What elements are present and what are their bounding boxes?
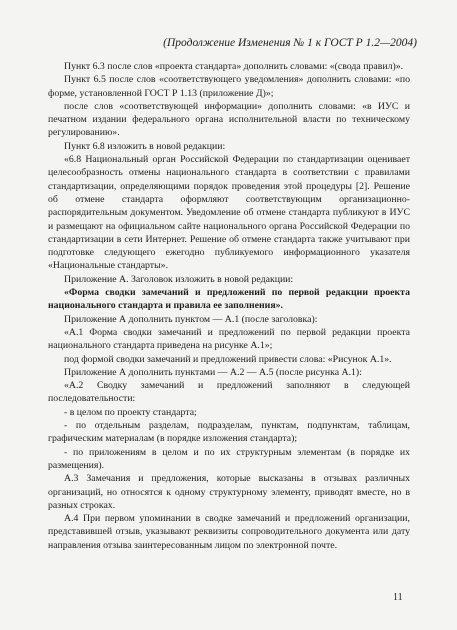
paragraph: Пункт 6.3 после слов «проекта стандарта» дополнить словами: «(свода правил)». [64,61,404,72]
paragraph: «А.2 Сводку замечаний и предложений заполняют в следующей последовательности: [48,380,410,405]
bold-paragraph: «Форма сводки замечаний и предложений по первой редакции проекта национального стандарта и правила ее заполнения». [48,287,410,312]
paragraph: Приложение А дополнить пунктом — А.1 (после заголовка): [64,313,318,325]
paragraph: Приложение А. Заголовок изложить в новой редакции: [64,273,294,285]
page-header: (Продолжение Изменения № 1 к ГОСТ Р 1.2—2004) [163,37,417,49]
paragraph: Приложение А дополнить пунктами — А.2 — А.5 (после рисунка А.1): [64,366,362,378]
list-item: - по приложениям в целом и по их структурным элементам (в порядке их размещения). [48,446,410,471]
paragraph: после слов «соответствующей информации» дополнить словами: «в ИУС и печатном издании федерального органа исполнительной власти по техническому регулированию». [48,100,410,139]
paragraph: «6.8 Национальный орган Российской Федерации по стандартизации оценивает целесообразность отмены национального стандарта в соответствии с правилами стандартизации, определяющими порядок проведения этой процедуры [2]. Решение об отмене стандарта оформляют соответствующим организационно-распорядительным документом. Уведомление об отмене стандарта публикуют в ИУС и размещают на официальном сайте национального органа Российской Федерации по стандартизации в сети Интернет. Решение об отмене стандарта также учитывают при подготовке следующего ежегодно публикуемого информационного указателя «Национальные стандарты». [48,154,410,272]
paragraph: А.3 Замечания и предложения, которые высказаны в отзывах различных организаций, но относятся к одному структурному элементу, приводят вместе, но в разных строках. [48,473,410,511]
paragraph: А.4 При первом упоминании в сводке замечаний и предложений организации, представившей отзыв, указывают реквизиты сопроводительного документа или дату направления отзыва заинтересованным лицом по электронной почте. [48,513,410,551]
list-item: - по отдельным разделам, подразделам, пунктам, подпунктам, таблицам, графическим материалам (в порядке изложения стандарта); [48,420,410,445]
paragraph: «А.1 Форма сводки замечаний и предложений по первой редакции проекта национального стандарта приведена на рисунке А.1»; [48,326,410,352]
paragraph: Пункт 6.5 после слов «соответствующего уведомления» дополнить словами: «по форме, установленной ГОСТ Р 1.13 (приложение Д)»; [48,74,410,99]
paragraph: Пункт 6.8 изложить в новой редакции: [64,140,226,152]
document-body [48,60,410,552]
paragraph: под формой сводки замечаний и предложений привести слова: «Рисунок А.1». [64,353,392,365]
list-item: - в целом по проекту стандарта; [64,406,197,418]
page-number: 11 [393,592,403,603]
